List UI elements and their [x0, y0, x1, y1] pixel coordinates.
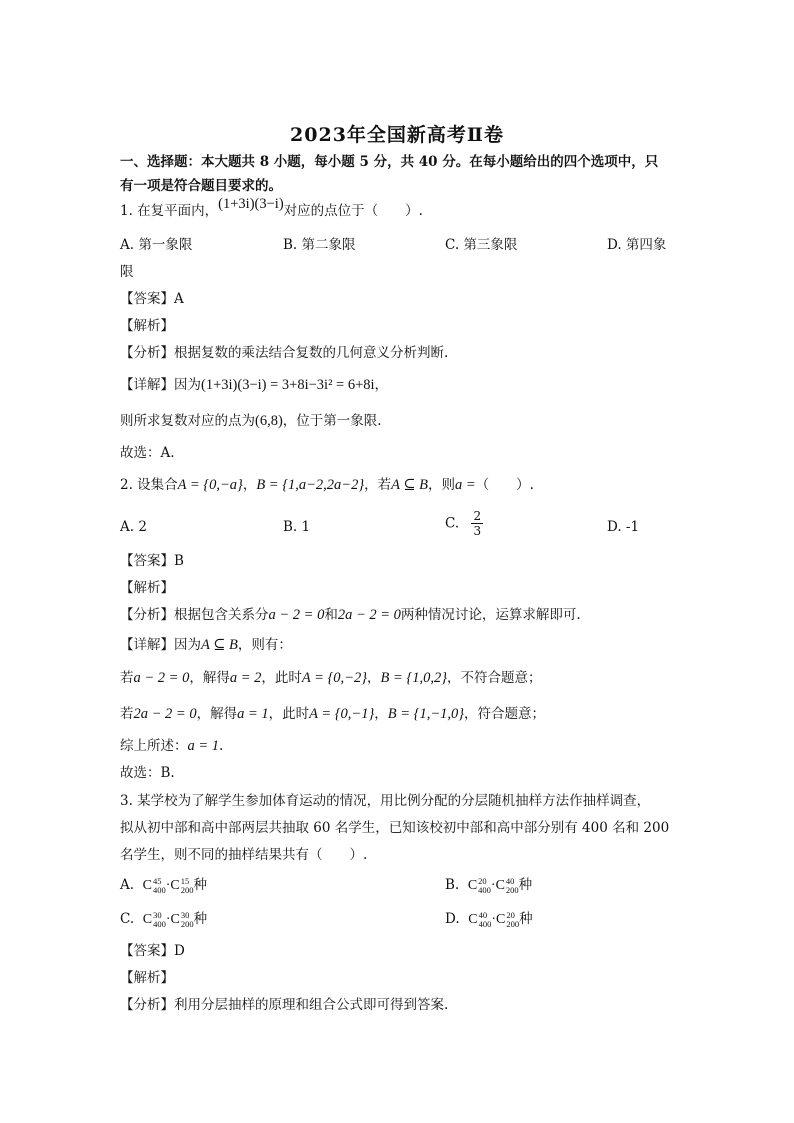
- q1-option-d-wrap: 限: [120, 264, 134, 280]
- q2-answer: 【答案】B: [120, 553, 184, 569]
- q3-option-b-combination-2: C 40 200: [495, 876, 519, 895]
- q1-option-a[interactable]: A. 第一象限: [120, 237, 193, 253]
- q3-stem-line-3: 名学生，则不同的抽样结果共有（ ）.: [120, 847, 368, 863]
- q3-option-d[interactable]: D. C 40 400 ·C 20 200 种: [445, 910, 533, 929]
- q2-jiexi-label: 【解析】: [120, 580, 174, 596]
- q2-option-b[interactable]: B. 1: [283, 519, 311, 535]
- q1-choose: 故选：A.: [120, 445, 175, 461]
- q3-option-b[interactable]: B. C 20 400 ·C 40 200 种: [445, 876, 533, 895]
- q2-choose: 故选：B.: [120, 765, 175, 781]
- q3-option-a-combination-2: C 15 200: [170, 876, 194, 895]
- q2-case-1: 若a − 2 = 0，解得a = 2，此时A = {0,−2}，B = {1,0,2}，不符合题意；: [120, 670, 542, 686]
- q2-detail: 【详解】因为A ⊆ B，则有：: [120, 637, 292, 653]
- q1-point: 则所求复数对应的点为(6,8)，位于第一象限.: [120, 413, 382, 429]
- q3-analysis: 【分析】利用分层抽样的原理和组合公式即可得到答案.: [120, 997, 449, 1013]
- q3-option-a[interactable]: A. C 45 400 ·C 15 200 种: [120, 876, 207, 895]
- q3-option-d-combination-2: C 20 200: [496, 910, 520, 929]
- q1-analysis: 【分析】根据复数的乘法结合复数的几何意义分析判断.: [120, 345, 449, 361]
- q3-jiexi-label: 【解析】: [120, 970, 174, 986]
- q1-option-c[interactable]: C. 第三象限: [445, 237, 518, 253]
- q2-stem: 2. 设集合A = {0,−a}，B = {1,a−2,2a−2}，若A ⊆ B，则a =（ ）.: [120, 477, 534, 493]
- q2-option-d[interactable]: D. -1: [607, 519, 640, 535]
- q2-summary: 综上所述：a = 1.: [120, 738, 224, 754]
- exam-title: 2023年全国新高考Ⅱ卷: [290, 124, 504, 146]
- q1-detail: 【详解】因为(1+3i)(3−i) = 3+8i−3i² = 6+8i，: [120, 377, 389, 393]
- q1-stem: 1. 在复平面内，(1+3i)(3−i)对应的点位于（ ）.: [120, 196, 423, 219]
- q3-option-c-combination-2: C 30 200: [170, 910, 194, 929]
- q1-option-b[interactable]: B. 第二象限: [283, 237, 356, 253]
- q2-option-c[interactable]: C. $\frac{2}{3}$: [445, 509, 482, 538]
- q3-stem-line-2: 拟从初中部和高中部两层共抽取 60 名学生，已知该校初中部和高中部分别有 400 名和 200: [120, 820, 670, 836]
- q1-option-d[interactable]: D. 第四象: [607, 237, 667, 253]
- q1-answer: 【答案】A: [120, 291, 184, 307]
- section-heading: 一、选择题：本大题共 8 小题，每小题 5 分，共 40 分。在每小题给出的四个选项中，只 有一项是符合题目要求的。: [120, 154, 659, 194]
- q2-case-2: 若2a − 2 = 0，解得a = 1，此时A = {0,−1}，B = {1,−1,0}，符合题意；: [120, 706, 546, 722]
- q3-option-a-combination-1: C 45 400: [142, 876, 166, 895]
- q3-option-d-combination-1: C 40 400: [468, 910, 492, 929]
- q3-option-c[interactable]: C. C 30 400 ·C 30 200 种: [120, 910, 208, 929]
- q3-stem-line-1: 3. 某学校为了解学生参加体育运动的情况，用比例分配的分层随机抽样方法作抽样调查，: [120, 793, 651, 809]
- q2-option-a[interactable]: A. 2: [120, 519, 147, 535]
- q1-jiexi-label: 【解析】: [120, 318, 174, 334]
- q3-answer: 【答案】D: [120, 943, 185, 959]
- q3-option-c-combination-1: C 30 400: [142, 910, 166, 929]
- q1-expression: (1+3i)(3−i): [218, 196, 284, 212]
- q3-option-b-combination-1: C 20 400: [467, 876, 491, 895]
- q2-analysis: 【分析】根据包含关系分a − 2 = 0和2a − 2 = 0两种情况讨论，运算求解即可.: [120, 607, 581, 623]
- q2-option-c-fraction: $\frac{2}{3}$: [473, 509, 482, 538]
